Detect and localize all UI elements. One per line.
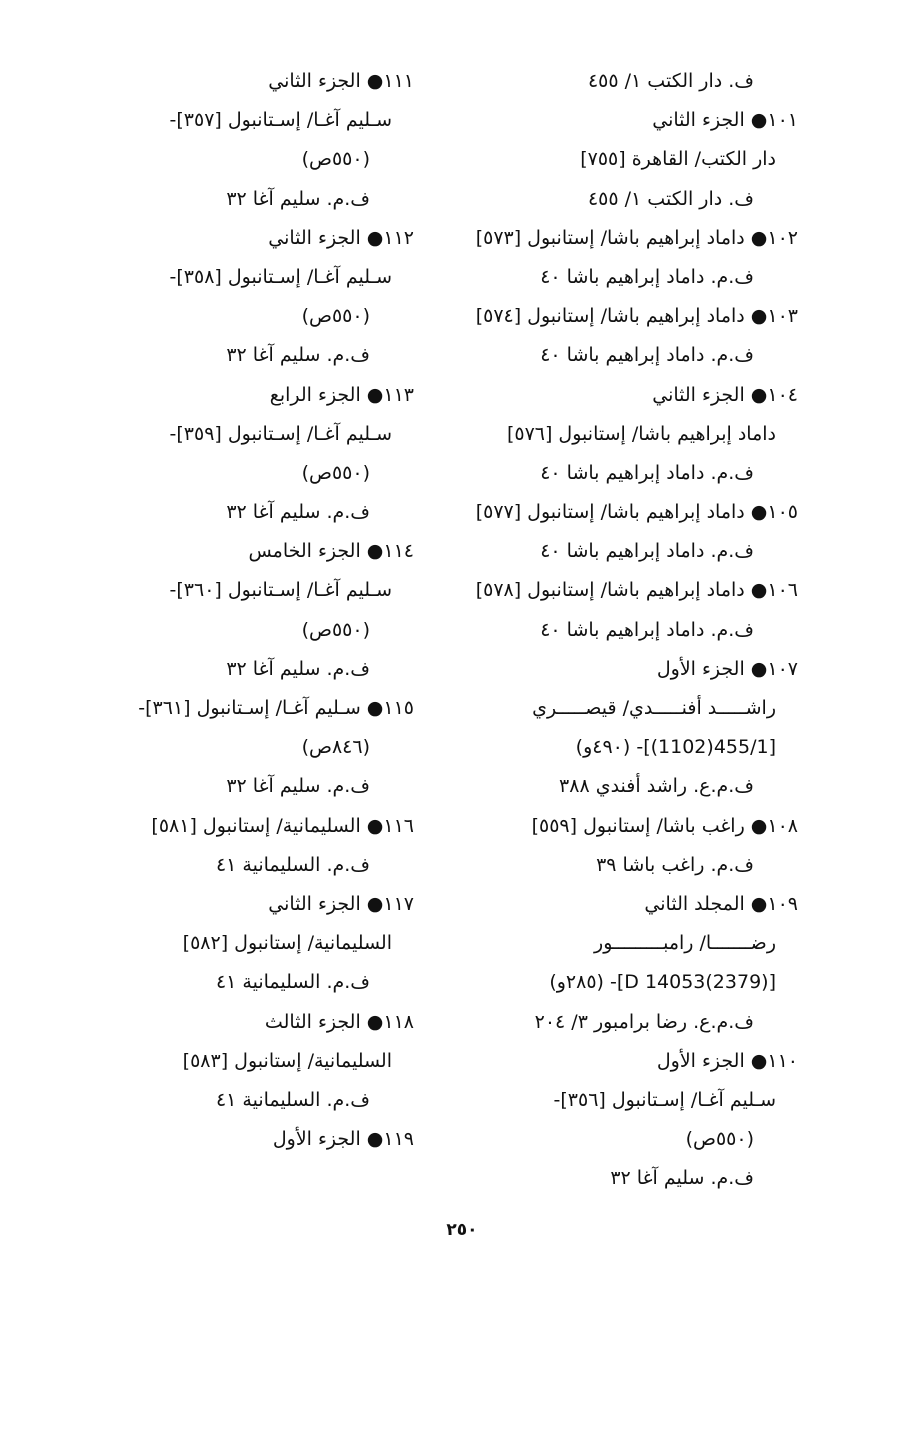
right-column-line: ف.م. داماد إبراهيم باشا ٤٠	[540, 265, 754, 288]
right-column-line: ف.م.ع. راشد أفندي ٣٨٨	[559, 775, 754, 798]
right-column-line: ف.م. داماد إبراهيم باشا ٤٠	[540, 461, 754, 484]
left-column-line: السليمانية/ إستانبول [٥٨٢]	[182, 932, 392, 955]
left-column-line: (٨٤٦ص)	[301, 736, 370, 759]
left-column-line: ف.م. سليم آغا ٣٢	[226, 187, 370, 210]
left-column-line: سـليم آغـا/ إسـتانبول [٣٦٠]-	[169, 579, 392, 602]
right-column-line: [D 14053(2379)]- (٢٨٥و)	[549, 971, 776, 994]
right-column-line: (٥٥٠ص)	[685, 1128, 754, 1151]
right-column-line: ١٠٨● راغب باشا/ إستانبول [٥٥٩]	[531, 814, 798, 837]
right-column-line: ١٠٧● الجزء الأول	[656, 657, 798, 680]
right-column	[436, 62, 798, 1198]
right-column-line: داماد إبراهيم باشا/ إستانبول [٥٧٦]	[506, 422, 776, 445]
right-column-line: ف.م. داماد إبراهيم باشا ٤٠	[540, 540, 754, 563]
right-column-line: رضـــــــا/ رامبـــــــــور	[594, 932, 776, 955]
left-column-line: ف.م. السليمانية ٤١	[215, 1088, 370, 1111]
left-column-line: ف.م. سليم آغا ٣٢	[226, 501, 370, 524]
left-column-line: ١١١● الجزء الثاني	[268, 70, 414, 92]
right-column-line: ف.م. سليم آغا ٣٢	[610, 1167, 754, 1190]
right-column-line: ١٠٦● داماد إبراهيم باشا/ إستانبول [٥٧٨]	[475, 579, 798, 602]
left-column-line: ١١٧● الجزء الثاني	[268, 892, 414, 915]
right-column-line: ف. دار الكتب ١/ ٤٥٥	[587, 70, 754, 92]
left-column-line: ١١٥● سـليم آغـا/ إسـتانبول [٣٦١]-	[138, 697, 414, 719]
left-column-line: ١١٤● الجزء الخامس	[248, 540, 414, 563]
right-column-line: ١٠٥● داماد إبراهيم باشا/ إستانبول [٥٧٧]	[475, 501, 798, 524]
right-column-line: ف. دار الكتب ١/ ٤٥٥	[587, 187, 754, 210]
left-column-line: ١١٢● الجزء الثاني	[268, 226, 414, 249]
left-column-line: ف.م. السليمانية ٤١	[215, 853, 370, 876]
left-column-line: سـليم آغـا/ إسـتانبول [٣٥٧]-	[169, 109, 392, 132]
left-column-line: سـليم آغـا/ إسـتانبول [٣٥٨]-	[169, 265, 392, 288]
left-column-line: (٥٥٠ص)	[301, 148, 370, 171]
left-column-line: ١١٨● الجزء الثالث	[264, 1010, 414, 1033]
right-column-line: ١١٠● الجزء الأول	[656, 1049, 798, 1072]
right-column-line: راشـــــد أفنـــــدي/ قيصـــــري	[532, 697, 776, 719]
right-column-line: ١٠٢● داماد إبراهيم باشا/ إستانبول [٥٧٣]	[475, 226, 798, 249]
left-column-line: (٥٥٠ص)	[301, 618, 370, 641]
left-column-line: سـليم آغـا/ إسـتانبول [٣٥٩]-	[169, 422, 392, 445]
right-column-line: ١٠٣● داماد إبراهيم باشا/ إستانبول [٥٧٤]	[475, 305, 798, 328]
left-column-line: ف.م. سليم آغا ٣٢	[226, 775, 370, 798]
right-column-line: [455/1(1102)]- (٤٩٠و)	[575, 736, 776, 759]
right-column-line: ف.م. داماد إبراهيم باشا ٤٠	[540, 344, 754, 367]
right-column-line: سـليم آغـا/ إسـتانبول [٣٥٦]-	[553, 1088, 776, 1111]
left-column-line: ف.م. سليم آغا ٣٢	[226, 344, 370, 367]
left-column-line: ف.م. سليم آغا ٣٢	[226, 657, 370, 680]
left-column-line: ١١٣● الجزء الرابع	[269, 383, 414, 406]
right-column-line: ف.م.ع. رضا برامبور ٣/ ٢٠٤	[534, 1010, 754, 1033]
left-column-line: (٥٥٠ص)	[301, 461, 370, 484]
left-column-line: ١١٩● الجزء الأول	[272, 1128, 414, 1151]
left-column-line: ف.م. السليمانية ٤١	[215, 971, 370, 994]
right-column-line: ١٠٩● المجلد الثاني	[644, 892, 798, 915]
right-column-line: ١٠١● الجزء الثاني	[652, 109, 798, 132]
right-column-line: ف.م. راغب باشا ٣٩	[596, 853, 754, 876]
page-number: ٢٥٠	[446, 1220, 478, 1240]
left-column-line: ١١٦● السليمانية/ إستانبول [٥٨١]	[151, 814, 414, 837]
right-column-line: دار الكتب/ القاهرة [٧٥٥]	[580, 148, 776, 171]
right-column-line: ف.م. داماد إبراهيم باشا ٤٠	[540, 618, 754, 641]
right-column-line: ١٠٤● الجزء الثاني	[652, 383, 798, 406]
left-column-line: (٥٥٠ص)	[301, 305, 370, 328]
left-column	[52, 62, 414, 1159]
left-column-line: السليمانية/ إستانبول [٥٨٣]	[182, 1049, 392, 1072]
